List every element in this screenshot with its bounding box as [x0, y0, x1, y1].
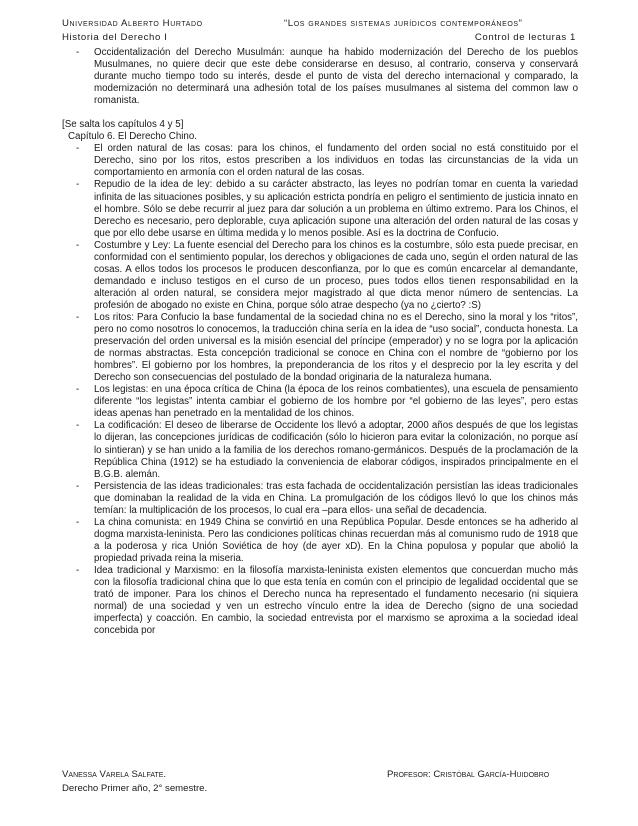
bullet-dash: -: [76, 384, 80, 396]
list-item: [62, 565, 578, 637]
list-item-text: Los ritos: Para Confucio la base fundamental de la sociedad china no es el Derecho, sino la moral y los “ritos”, pero no como nosotros lo conocemos, la traducción china sería en la idea de “uso social”, conducta honesta. La preservación del orden universal es la misión esencial del príncipe (emperador) y no se logra por la aplicación de normas abstractas. Esta concepción tradicional se conoce en China con el nombre de “gobierno por los hombres”. El gobierno por los hombres, la preponderancia de los ritos y el desprecio por la ley escrita y del Derecho son consecuencias del postulado de la bondad originaria de la naturaleza humana.: [94, 311, 578, 384]
list-item-text: La codificación: El deseo de liberarse de Occidente los llevó a adoptar, 2000 años después de que los legistas lo dijeran, las concepciones jurídicas de codificación (sólo lo hicieron para evitar la colonización, no porque así lo sintieran) y se han unido a la familia de los derechos romano-germánicos. Después de la proclamación de la República China (1912) se ha estudiado la conveniencia de elaborar códigos, inspirados principalmente en el B.G.B. alemán.: [94, 420, 578, 480]
list-item-text: Costumbre y Ley: La fuente esencial del Derecho para los chinos es la costumbre, sólo esta puede precisar, en conformidad con el sentimiento popular, los derechos y obligaciones de cada uno, según el orden natural de las cosas. A ellos todos los procesos le producen desconfianza, por lo que es común encarcelar al demandante, demandado e incluso testigos en el curso de un proceso, pues todos ellos tienen responsabilidad en la alteración al orden natural, se considera mejor magistrado al que dicta menor número de sentencias. La profesión de abogado no existe en China, porque sólo atrae despecho (ya no ¿cierto? :S): [94, 239, 578, 311]
list-item-text: La china comunista: en 1949 China se convirtió en una República Popular. Desde entonces se ha adherido al dogma marxista-leninista. Pero las condiciones políticas chinas recuerdan más al comunismo rudo de 1918 que a la poderosa y rica Unión Soviética de hoy (de ayer xD). En la China populosa y popular que abolió la propiedad privada reina la miseria.: [94, 516, 578, 564]
bullet-dash: -: [76, 420, 80, 432]
book-title: “Los grandes sistemas jurídicos contemporáneos”: [284, 18, 523, 29]
document-body: [62, 47, 578, 637]
list-item: [62, 143, 578, 179]
list-item: [62, 481, 578, 517]
course-name: Historia del Derecho I: [62, 32, 168, 43]
list-item: [62, 420, 578, 480]
bullet-dash: -: [76, 143, 80, 155]
professor-name: Profesor: Cristóbal García-Huidobro: [387, 769, 550, 780]
bullet-dash: -: [76, 179, 80, 191]
list-item: [62, 384, 578, 420]
author-name: Vanessa Varela Salfate.: [62, 769, 167, 780]
list-item-text: Repudio de la idea de ley: debido a su carácter abstracto, las leyes no podrían tomar en cuenta la variedad infinita de las situaciones posibles, y su aplicación estricta pondría en peligro el sentimiento de justicia innato en el hombre. Sólo se debe recurrir al juez para dar solución a un problema en último extremo. Para los Chinos, el Derecho es necesario, pero deplorable, cuya aplicación supone una alteración del orden natural de las cosas y que por ello debe usarse en última medida y lo menos posible. Así es la doctrina de Confucio.: [94, 179, 578, 239]
bullet-dash: -: [76, 480, 80, 492]
list-item-text: Occidentalización del Derecho Musulmán: aunque ha habido modernización del Derecho de los pueblos Musulmanes, no quiere decir que este debe considerarse en desuso, al contrario, conserva y conservará durante mucho tiempo todo su interés, desde el punto de vista del derecho internacional y comparado, la modernización no determinará una adhesión total de los países musulmanes al sistema del common law o romanista.: [94, 47, 578, 107]
list-item-text: El orden natural de las cosas: para los chinos, el fundamento del orden social no está constituido por el Derecho, sino por los ritos, estos prescriben a los individuos en todas las circunstancias de la vida un comportamiento en armonía con el orden natural de las cosas.: [94, 143, 578, 179]
document-type: Control de lecturas 1: [474, 32, 576, 43]
bullet-dash: -: [76, 564, 80, 576]
skip-note: [Se salta los capítulos 4 y 5]: [62, 119, 184, 131]
list-item: [62, 312, 578, 384]
university-name: Universidad Alberto Hurtado: [62, 18, 203, 29]
chapter-title: Capítulo 6. El Derecho Chino.: [68, 131, 197, 143]
bullet-dash: -: [76, 239, 80, 251]
program-info: Derecho Primer año, 2° semestre.: [62, 783, 208, 794]
list-item-text: Persistencia de las ideas tradicionales: tras esta fachada de occidentalización persistían las ideas tradicionales que dominaban la realidad de la vida en China. La promulgación de los códigos llevó lo que los chinos más temían: la multiplicación de los procesos, lo cual era –para ellos- una señal de decadencia.: [94, 480, 578, 516]
list-item: [62, 240, 578, 312]
bullet-dash: -: [76, 516, 80, 528]
list-item: [62, 517, 578, 565]
list-item: [62, 47, 578, 107]
list-item-text: Los legistas: en una época crítica de China (la época de los reinos combatientes), una escuela de pensamiento diferente “los legistas” intenta cambiar el gobierno de los hombre por “el gobierno de las leyes”, pero estas ideas apenas han penetrado en la mentalidad de los chinos.: [94, 384, 578, 420]
list-item: [62, 179, 578, 239]
list-item-text: Idea tradicional y Marxismo: en la filosofía marxista-leninista existen elementos que concuerdan mucho más con la filosofía tradicional china que lo que esta tenía en común con el principio de legalidad occidental que se trató de imponer. Para los chinos el Derecho nunca ha representado el fundamento necesario (ni siquiera normal) de una sociedad y ven un estrecho vínculo entre la idea de Derecho (signo de una sociedad imperfecta) y coacción. En cambio, la sociedad entrevista por el marxismo se aproxima a la sociedad ideal concebida por: [94, 564, 578, 637]
bullet-dash: -: [76, 47, 80, 58]
bullet-dash: -: [76, 311, 80, 323]
